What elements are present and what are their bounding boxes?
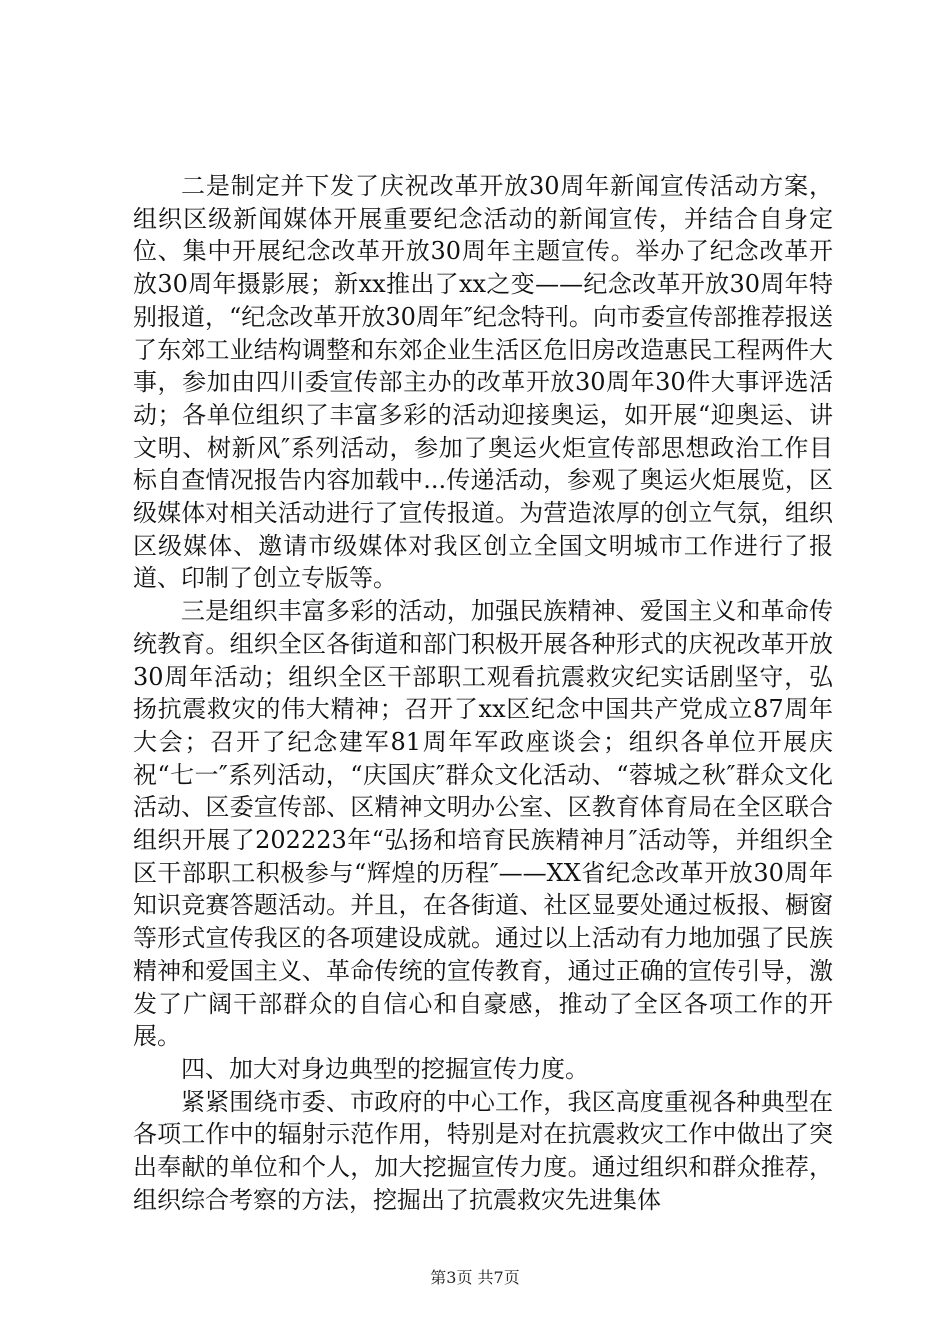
document-body — [133, 170, 833, 1217]
paragraph-publicity-plan: 二是制定并下发了庆祝改革开放30周年新闻宣传活动方案，组织区级新闻媒体开展重要纪念活动的新闻宣传，并结合自身定位、集中开展纪念改革开放30周年主题宣传。举办了纪念改革开放30周年摄影展；新xx推出了xx之变——纪念改革开放30周年特别报道，“纪念改革开放30周年″纪念特刊。向市委宣传部推荐报送了东郊工业结构调整和东郊企业生活区危旧房改造惠民工程两件大事，参加由四川委宣传部主办的改革开放30周年30件大事评选活动；各单位组织了丰富多彩的活动迎接奥运，如开展“迎奥运、讲文明、树新风″系列活动，参加了奥运火炬宣传部思想政治工作目标自查情况报告内容加载中...传递活动，参观了奥运火炬展览，区级媒体对相关活动进行了宣传报道。为营造浓厚的创立气氛，组织区级媒体、邀请市级媒体对我区创立全国文明城市工作进行了报道、印制了创立专版等。 — [133, 172, 833, 593]
paragraph-activities-education: 三是组织丰富多彩的活动，加强民族精神、爱国主义和革命传统教育。组织全区各街道和部门积极开展各种形式的庆祝改革开放30周年活动；组织全区干部职工观看抗震救灾纪实话剧坚守，弘扬抗震救灾的伟大精神；召开了xx区纪念中国共产党成立87周年大会；召开了纪念建军81周年军政座谈会；组织各单位开展庆祝“七一″系列活动，“庆国庆″群众文化活动、“蓉城之秋″群众文化活动、区委宣传部、区精神文明办公室、区教育体育局在全区联合组织开展了202223年“弘扬和培育民族精神月″活动等，并组织全区干部职工积极参与“辉煌的历程″——XX省纪念改革开放30周年知识竞赛答题活动。并且，在各街道、社区显要处通过板报、橱窗等形式宣传我区的各项建设成就。通过以上活动有力地加强了民族精神和爱国主义、革命传统的宣传教育，通过正确的宣传引导，激发了广阔干部群众的自信心和自豪感，推动了全区各项工作的开展。 — [133, 597, 833, 1051]
paragraph-typical-examples: 紧紧围绕市委、市政府的中心工作，我区高度重视各种典型在各项工作中的辐射示范作用，特别是对在抗震救灾工作中做出了突出奉献的单位和个人，加大挖掘宣传力度。通过组织和群众推荐，组织综合考察的方法，挖掘出了抗震救灾先进集体 — [133, 1087, 833, 1214]
paragraph-section-four-heading: 四、加大对身边典型的挖掘宣传力度。 — [181, 1054, 589, 1083]
page-number-footer: 第3页 共7页 — [430, 1268, 520, 1287]
